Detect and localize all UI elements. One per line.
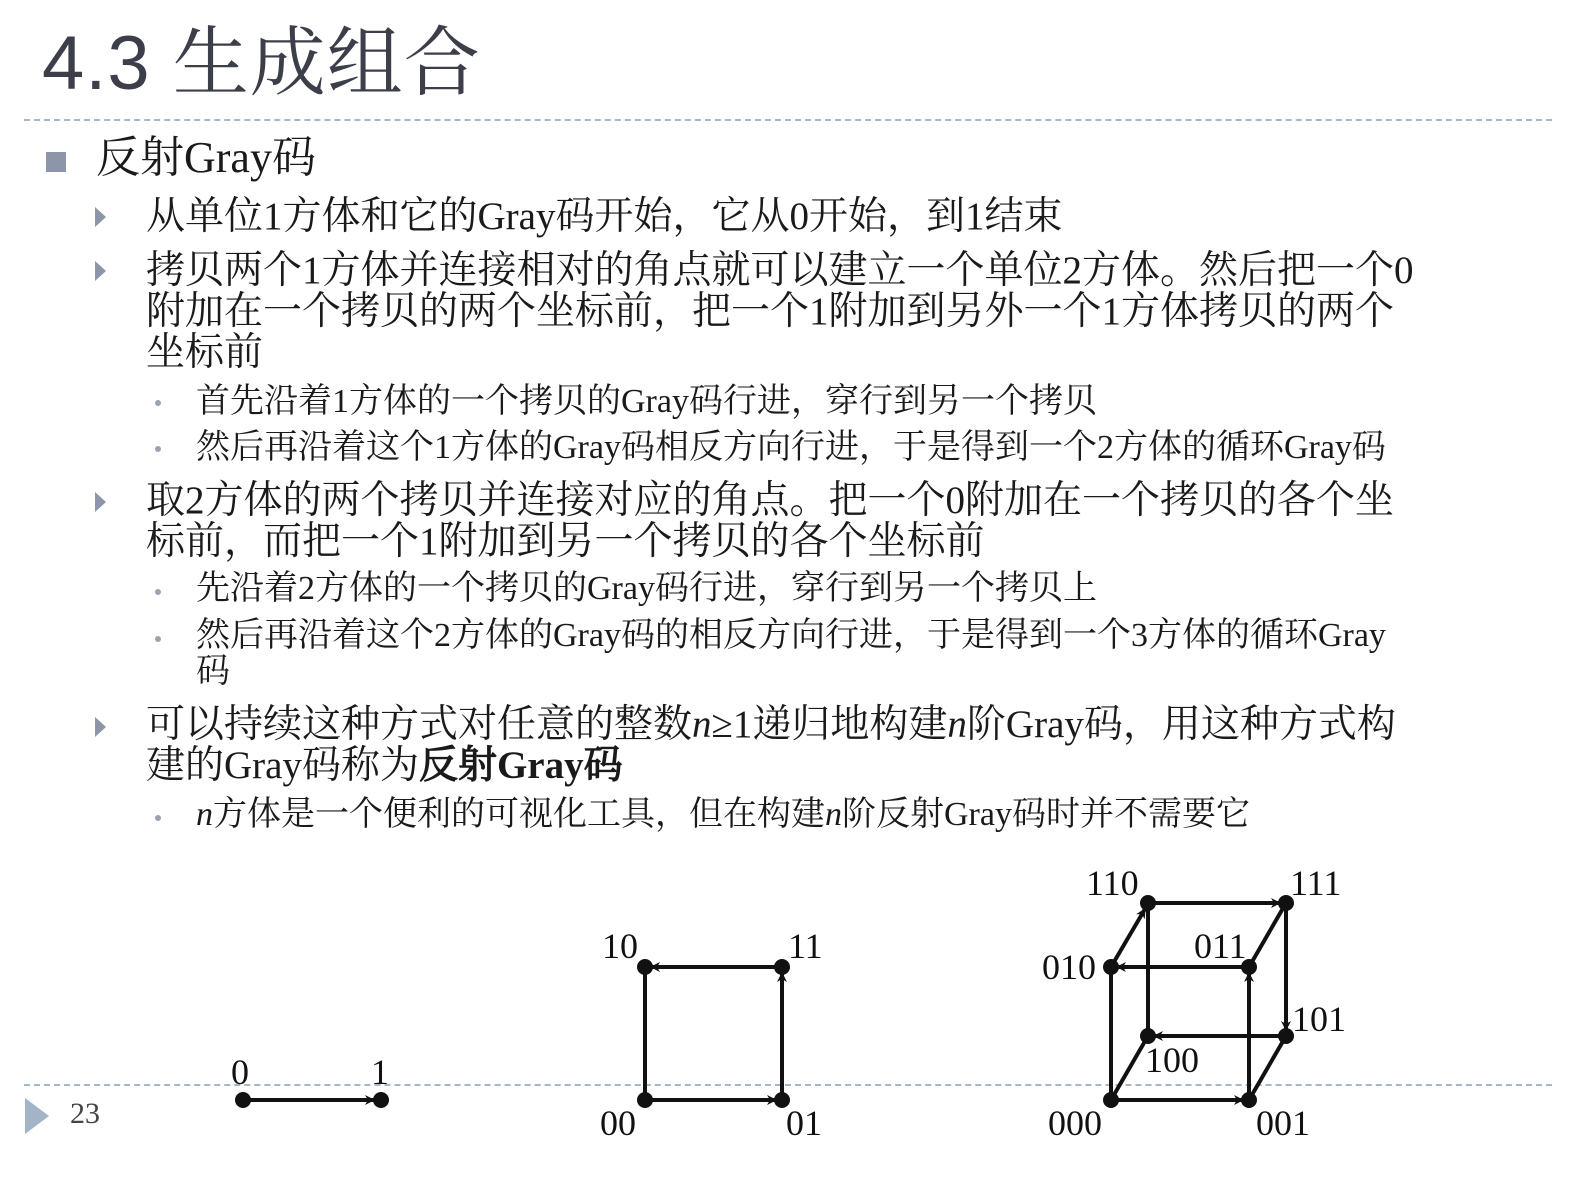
vertex-dot <box>373 1092 389 1108</box>
vertex-label: 00 <box>600 1103 636 1143</box>
two-cube-diagram <box>600 926 823 1143</box>
bullet-item: 拷贝两个1方体并连接相对的角点就可以建立一个单位2方体。然后把一个0 附加在一个拷贝的两个坐标前，把一个1附加到另外一个1方体拷贝的两个 坐标前 <box>146 249 1414 374</box>
sub-bullet-item: 然后再沿着这个2方体的Gray码的相反方向行进，于是得到一个3方体的循环Gray 码 <box>196 617 1386 690</box>
vertex-label: 010 <box>1042 947 1096 987</box>
edge-arrow <box>1111 909 1145 967</box>
sub-bullet-item: 然后再沿着这个1方体的Gray码相反方向行进，于是得到一个2方体的循环Gray码 <box>196 429 1386 466</box>
play-triangle-icon <box>25 1098 49 1134</box>
vertex-label: 111 <box>1290 863 1342 903</box>
sub-bullet-item: 先沿着2方体的一个拷贝的Gray码行进，穿行到另一个拷贝上 <box>196 570 1097 607</box>
vertex-dot <box>235 1092 251 1108</box>
section-heading: 反射Gray码 <box>96 133 316 182</box>
vertex-label: 01 <box>786 1103 822 1143</box>
vertex-label: 110 <box>1086 863 1139 903</box>
vertex-label: 0 <box>231 1052 249 1092</box>
vertex-dot <box>637 959 653 975</box>
slide-title: 4.3 生成组合 <box>42 21 481 106</box>
three-cube-diagram <box>1042 863 1346 1143</box>
vertex-label: 10 <box>602 926 638 966</box>
sub-bullet-item: 首先沿着1方体的一个拷贝的Gray码行进，穿行到另一个拷贝 <box>196 383 1097 420</box>
bullet-item: 取2方体的两个拷贝并连接对应的角点。把一个0附加在一个拷贝的各个坐 标前，而把一个1附加到另一个拷贝的各个坐标前 <box>146 479 1395 563</box>
vertex-label: 000 <box>1048 1103 1102 1143</box>
vertex-dot <box>1140 895 1156 911</box>
vertex-label: 100 <box>1145 1040 1199 1080</box>
page-number: 23 <box>70 1097 100 1130</box>
vertex-dot <box>1103 1092 1119 1108</box>
sub-bullet-item: n方体是一个便利的可视化工具，但在构建n阶反射Gray码时并不需要它 <box>196 796 1250 833</box>
vertex-label: 001 <box>1256 1103 1310 1143</box>
edge-line <box>1249 903 1286 967</box>
vertex-label: 1 <box>371 1052 389 1092</box>
vertex-dot <box>1103 959 1119 975</box>
vertex-dot <box>637 1092 653 1108</box>
bullet-item: 可以持续这种方式对任意的整数n≥1递归地构建n阶Gray码，用这种方式构 建的Gray码称为反射Gray码 <box>146 703 1396 787</box>
vertex-label: 101 <box>1292 999 1346 1039</box>
vertex-label: 11 <box>788 926 823 966</box>
vertex-dot <box>1241 1092 1257 1108</box>
bullet-item: 从单位1方体和它的Gray码开始，它从0开始，到1结束 <box>146 195 1063 238</box>
edge-line <box>1249 1036 1286 1100</box>
edge-line <box>1111 1036 1148 1100</box>
one-cube-diagram <box>231 1052 389 1108</box>
vertex-label: 011 <box>1194 926 1247 966</box>
